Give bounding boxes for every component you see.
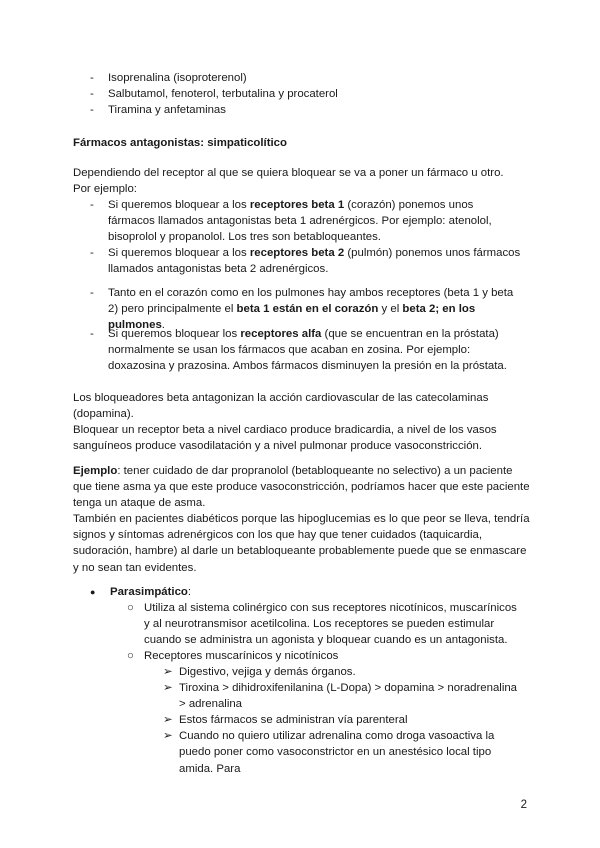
sub-item: ○ Receptores muscarínicos y nicotínicos bbox=[127, 648, 523, 664]
arrow-item: ➢ Digestivo, vejiga y demás órganos. bbox=[163, 664, 525, 680]
alfa-receptors-list bbox=[90, 326, 522, 374]
bloqueadores-paragraph: Los bloqueadores beta antagonizan la acción cardiovascular de las catecolaminas (dopamina). Bloquear un receptor beta a nivel cardiaco produce bradicardia, a nivel de los vasos sanguíneos produce vasodilatación y a nivel pulmonar produce vasoconstricción. bbox=[73, 392, 497, 453]
list-item-beta1: - Si queremos bloquear a los receptores beta 1 (corazón) ponemos unos fármacos llamados antagonistas beta 1 adrenérgicos. Por ejemplo: atenolol, bisoprolol y propanolol. Los tres son betabloqueantes. bbox=[90, 197, 522, 245]
list-item-alfa: - Si queremos bloquear los receptores alfa (que se encuentran en la próstata) normalmente se usan los fármacos que acaban en zosina. Por ejemplo: doxazosina y prazosina. Ambos fármacos disminuyen la presión en la próstata. bbox=[90, 326, 522, 374]
intro-line-1: Dependiendo del receptor al que se quiera bloquear se va a poner un fármaco u otro. bbox=[73, 167, 504, 179]
list-item-both: - Tanto en el corazón como en los pulmones hay ambos receptores (beta 1 y beta 2) pero principalmente el beta 1 están en el corazón y el beta 2; en los pulmones. bbox=[90, 285, 522, 333]
list-item-beta2: - Si queremos bloquear a los receptores beta 2 (pulmón) ponemos unos fármacos llamados antagonistas beta 2 adrenérgicos. bbox=[90, 245, 522, 277]
arrow-bullet-icon: ➢ bbox=[163, 666, 173, 678]
filled-bullet-icon: ● bbox=[90, 587, 96, 597]
arrow-bullet-icon: ➢ bbox=[163, 714, 173, 727]
parasimpatico-bullet-item: ● Parasimpático: bbox=[90, 584, 520, 600]
beta-receptor-list bbox=[90, 197, 522, 277]
arrow-item: ➢ Cuando no quiero utilizar adrenalina como droga vasoactiva la puedo poner como vasoconstrictor en un anestésico local tipo amida. Para bbox=[163, 730, 495, 775]
arrow-bullet-icon: ➢ bbox=[163, 682, 173, 695]
circle-bullet-icon: ○ bbox=[127, 602, 134, 614]
arrow-item: ➢ Tiroxina > dihidroxifenilanina (L-Dopa) > dopamina > noradrenalina > adrenalina bbox=[163, 682, 518, 711]
arrow-item: ➢ Estos fármacos se administran vía parenteral bbox=[163, 712, 525, 728]
ejemplo-paragraph: Ejemplo: tener cuidado de dar propranolol (betabloqueante no selectivo) a un paciente que tiene asma ya que este produce vasoconstricción, podríamos hacer que este paciente tenga un ataque de asma. También en pacientes diabéticos porque las hipoglucemias es lo que peor se lleva, tendría signos y síntomas adrenérgicos con los que hay que tener cuidados (taquicardia, sudoración, hambre) al darle un betabloqueante probablemente puede que se enmascare y no sean tan evidentes. bbox=[73, 465, 530, 574]
list-item: - Salbutamol, fenoterol, terbutalina y procaterol bbox=[90, 86, 530, 102]
parasimpatico-arrow-list bbox=[163, 664, 525, 777]
parasimpatico-section bbox=[90, 584, 520, 600]
list-item: - Tiramina y anfetaminas bbox=[90, 102, 530, 118]
agonist-list bbox=[90, 70, 530, 118]
sub-item: ○ Utiliza al sistema colinérgico con sus receptores nicotínicos, muscarínicos y al neurotransmisor acetilcolina. Los receptores se pueden estimular cuando se administra un agonista y bloquear cuando es un antagonista. bbox=[127, 602, 517, 647]
antagonists-heading: Fármacos antagonistas: simpaticolítico bbox=[73, 137, 287, 149]
list-item: - Isoprenalina (isoproterenol) bbox=[90, 70, 530, 86]
arrow-bullet-icon: ➢ bbox=[163, 730, 173, 743]
page-number: 2 bbox=[520, 799, 527, 811]
parasimpatico-sublist bbox=[127, 600, 523, 664]
circle-bullet-icon: ○ bbox=[127, 650, 134, 663]
intro-line-2: Por ejemplo: bbox=[73, 183, 137, 196]
intro-paragraph bbox=[73, 165, 533, 197]
